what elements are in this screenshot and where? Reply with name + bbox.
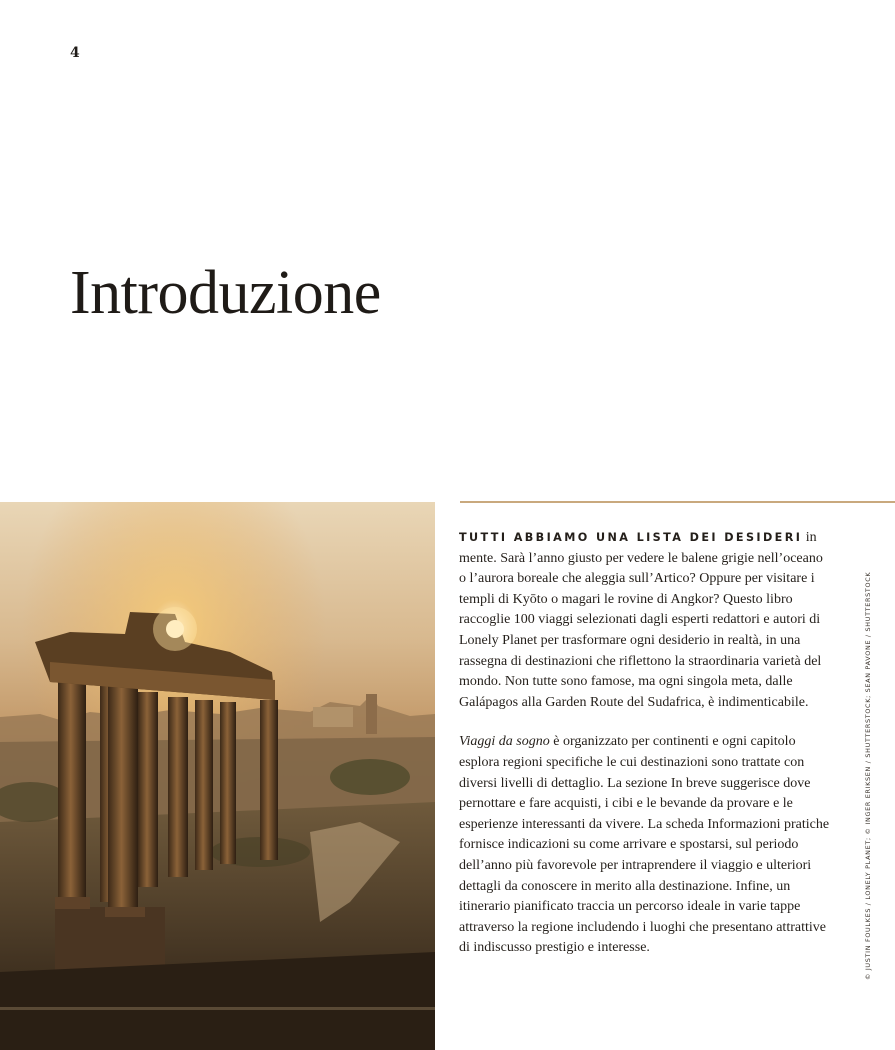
paragraph-1-text: in mente. Sarà l’anno giusto per vedere le balene grigie nell’oceano o l’aurora boreale che aleggia sull’Artico? Oppure per visitare i templi di Kyōto o magari le rovine di Angkor? Questo libro raccoglie 100 viaggi selezionati dagli esperti redattori e autori di Lonely Planet per trasformare ogni desiderio in realtà, in una rassegna di destinazioni che riflettono la straordinaria varietà del mondo. Non tutte sono famose, ma ogni singola meta, dalle Galápagos alla Garden Route del Sudafrica, è indimenticabile.: [459, 530, 823, 710]
lead-caps: TUTTI ABBIAMO UNA LISTA DEI DESIDERI: [459, 531, 803, 544]
temple-ruins-photo: [0, 502, 435, 1050]
intro-paragraph-1: [459, 528, 831, 713]
divider-rule: [460, 501, 895, 503]
paragraph-2-text: è organizzato per continenti e ogni capitolo esplora regioni specifiche le cui destinazioni sono trattate con diversi livelli di dettaglio. La sezione In breve suggerisce dove pernottare e fare acquisti, i cibi e le bevande da provare e le esperienze interessanti da vivere. La scheda Informazioni pratiche fornisce indicazioni su come arrivare e spostarsi, sul periodo dell’anno più favorevole per intraprendere il viaggio e ulteriori dettagli da conoscere in merito alla destinazione. Infine, un itinerario pianificato traccia un percorso ideale in varie tappe attraverso la regione includendo i luoghi che presentano attrattive di indiscusso prestigio e interesse.: [459, 734, 830, 956]
page-title: Introduzione: [70, 259, 381, 327]
page-number: 4: [70, 45, 80, 61]
photo-credit: © JUSTIN FOULKES / LONELY PLANET; © INGER ERIKSEN / SHUTTERSTOCK; SEAN PAVONE / SHUTTERSTOCK: [864, 571, 872, 980]
intro-body: [459, 528, 831, 959]
book-title: Viaggi da sogno: [459, 734, 550, 750]
intro-paragraph-2: [459, 732, 831, 959]
